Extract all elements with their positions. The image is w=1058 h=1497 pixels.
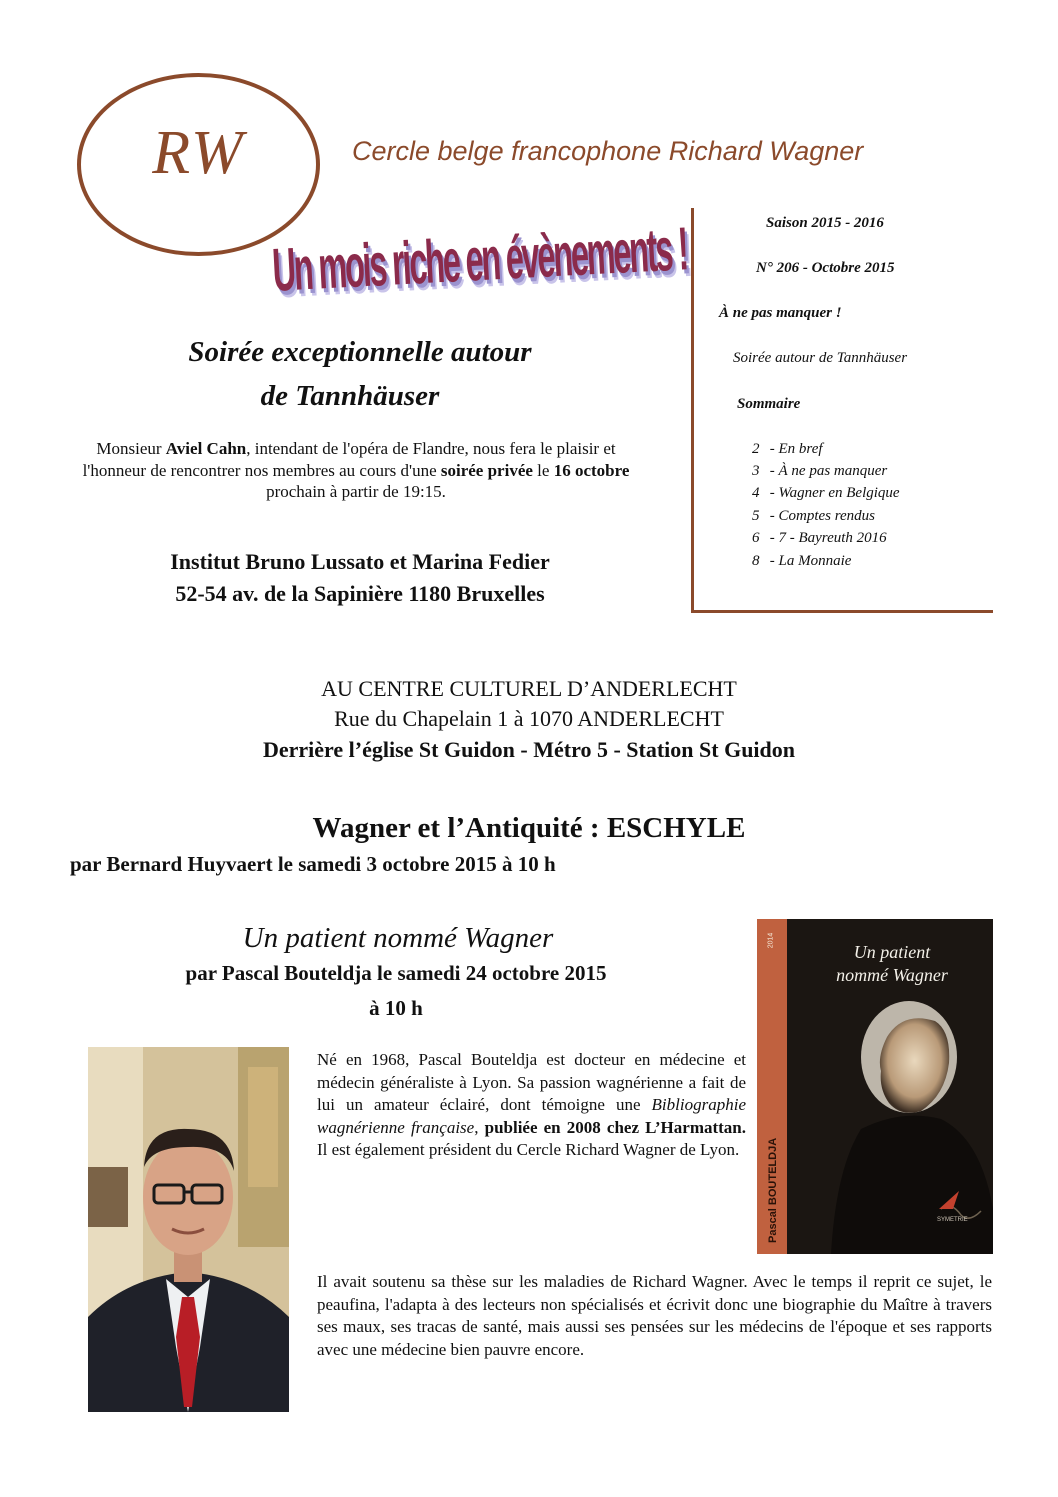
toc-item: 6 - 7 - Bayreuth 2016 [752, 530, 887, 546]
highlight-item: Soirée autour de Tannhäuser [733, 350, 908, 366]
venue-directions: Derrière l’église St Guidon - Métro 5 - Station St Guidon [262, 737, 796, 762]
toc-title: Sommaire [737, 396, 801, 412]
soiree-venue: Institut Bruno Lussato et Marina Fedier 52-54 av. de la Sapinière 1180 Bruxelles [170, 549, 550, 606]
speaker-portrait-drawing [88, 1047, 289, 1412]
book-cover-image [757, 919, 993, 1254]
organization-name: Cercle belge francophone Richard Wagner [352, 136, 864, 166]
talk1-title: Wagner et l’Antiquité : ESCHYLE [312, 812, 746, 844]
toc-item: 4 - Wagner en Belgique [752, 485, 900, 501]
talk2-subtitle-line1: par Pascal Bouteldja le samedi 24 octobre 2015 [185, 961, 607, 985]
season-label: Saison 2015 - 2016 [766, 215, 884, 231]
soiree-title-line2: de Tannhäuser [260, 380, 440, 412]
book-year: 2014 [767, 932, 775, 949]
toc-item: 8 - La Monnaie [752, 553, 852, 569]
talk2-title: Un patient nommé Wagner [242, 922, 554, 954]
speaker-bio: Né en 1968, Pascal Bouteldja est docteur en médecine et médecin généraliste à Lyon. Sa passion wagnérienne a fait de lui un amateur éclairé, dont témoigne une Bibliographie wagnérienne française, publiée en 2008 chez L’Harmattan. Il est également président du Cercle Richard Wagner de Lyon. [317, 1050, 747, 1159]
sidebar-divider-horizontal [691, 610, 993, 613]
speaker-photo [88, 1047, 289, 1412]
headline-banner: Un mois riche en évènements ! [270, 213, 689, 305]
book-description: Il avait soutenu sa thèse sur les maladies de Richard Wagner. Avec le temps il reprit ce sujet, le peaufina, l'adapta à des lecteurs non spécialisés et écrivit donc une biographie du Maître à travers ses maux, ses tracas de santé, mais aussi ses pensées sur les médecins de l'époque et ses rapports avec une médecine bien pauvre encore. [317, 1272, 992, 1359]
toc-item: 5 - Comptes rendus [752, 508, 876, 524]
wagner-portrait-drawing [791, 979, 993, 1254]
book-publisher: SYMETRIE [937, 1217, 968, 1223]
venue-address: Rue du Chapelain 1 à 1070 ANDERLECHT [334, 706, 724, 731]
venue-name: AU CENTRE CULTUREL D’ANDERLECHT [321, 676, 737, 701]
highlight-label: À ne pas manquer ! [719, 305, 842, 321]
toc-item: 2 - En bref [752, 441, 823, 457]
sidebar-divider-vertical [691, 208, 694, 613]
issue-number: N° 206 - Octobre 2015 [756, 260, 895, 276]
logo-monogram: RW [152, 119, 245, 187]
talk2-subtitle-line2: à 10 h [369, 996, 423, 1020]
talk1-subtitle: par Bernard Huyvaert le samedi 3 octobre 2015 à 10 h [70, 852, 556, 876]
soiree-title-line1: Soirée exceptionnelle autour [188, 336, 532, 368]
book-author: Pascal BOUTELDJA [767, 1137, 779, 1243]
toc-item: 3 - À ne pas manquer [752, 463, 888, 479]
soiree-description: Monsieur Aviel Cahn, intendant de l'opéra de Flandre, nous fera le plaisir et l'honneur de rencontrer nos membres au cours d'une soirée privée le 16 octobre prochain à partir de 19:15. [82, 439, 630, 501]
book-title: Un patient nommé Wagner [836, 942, 948, 985]
